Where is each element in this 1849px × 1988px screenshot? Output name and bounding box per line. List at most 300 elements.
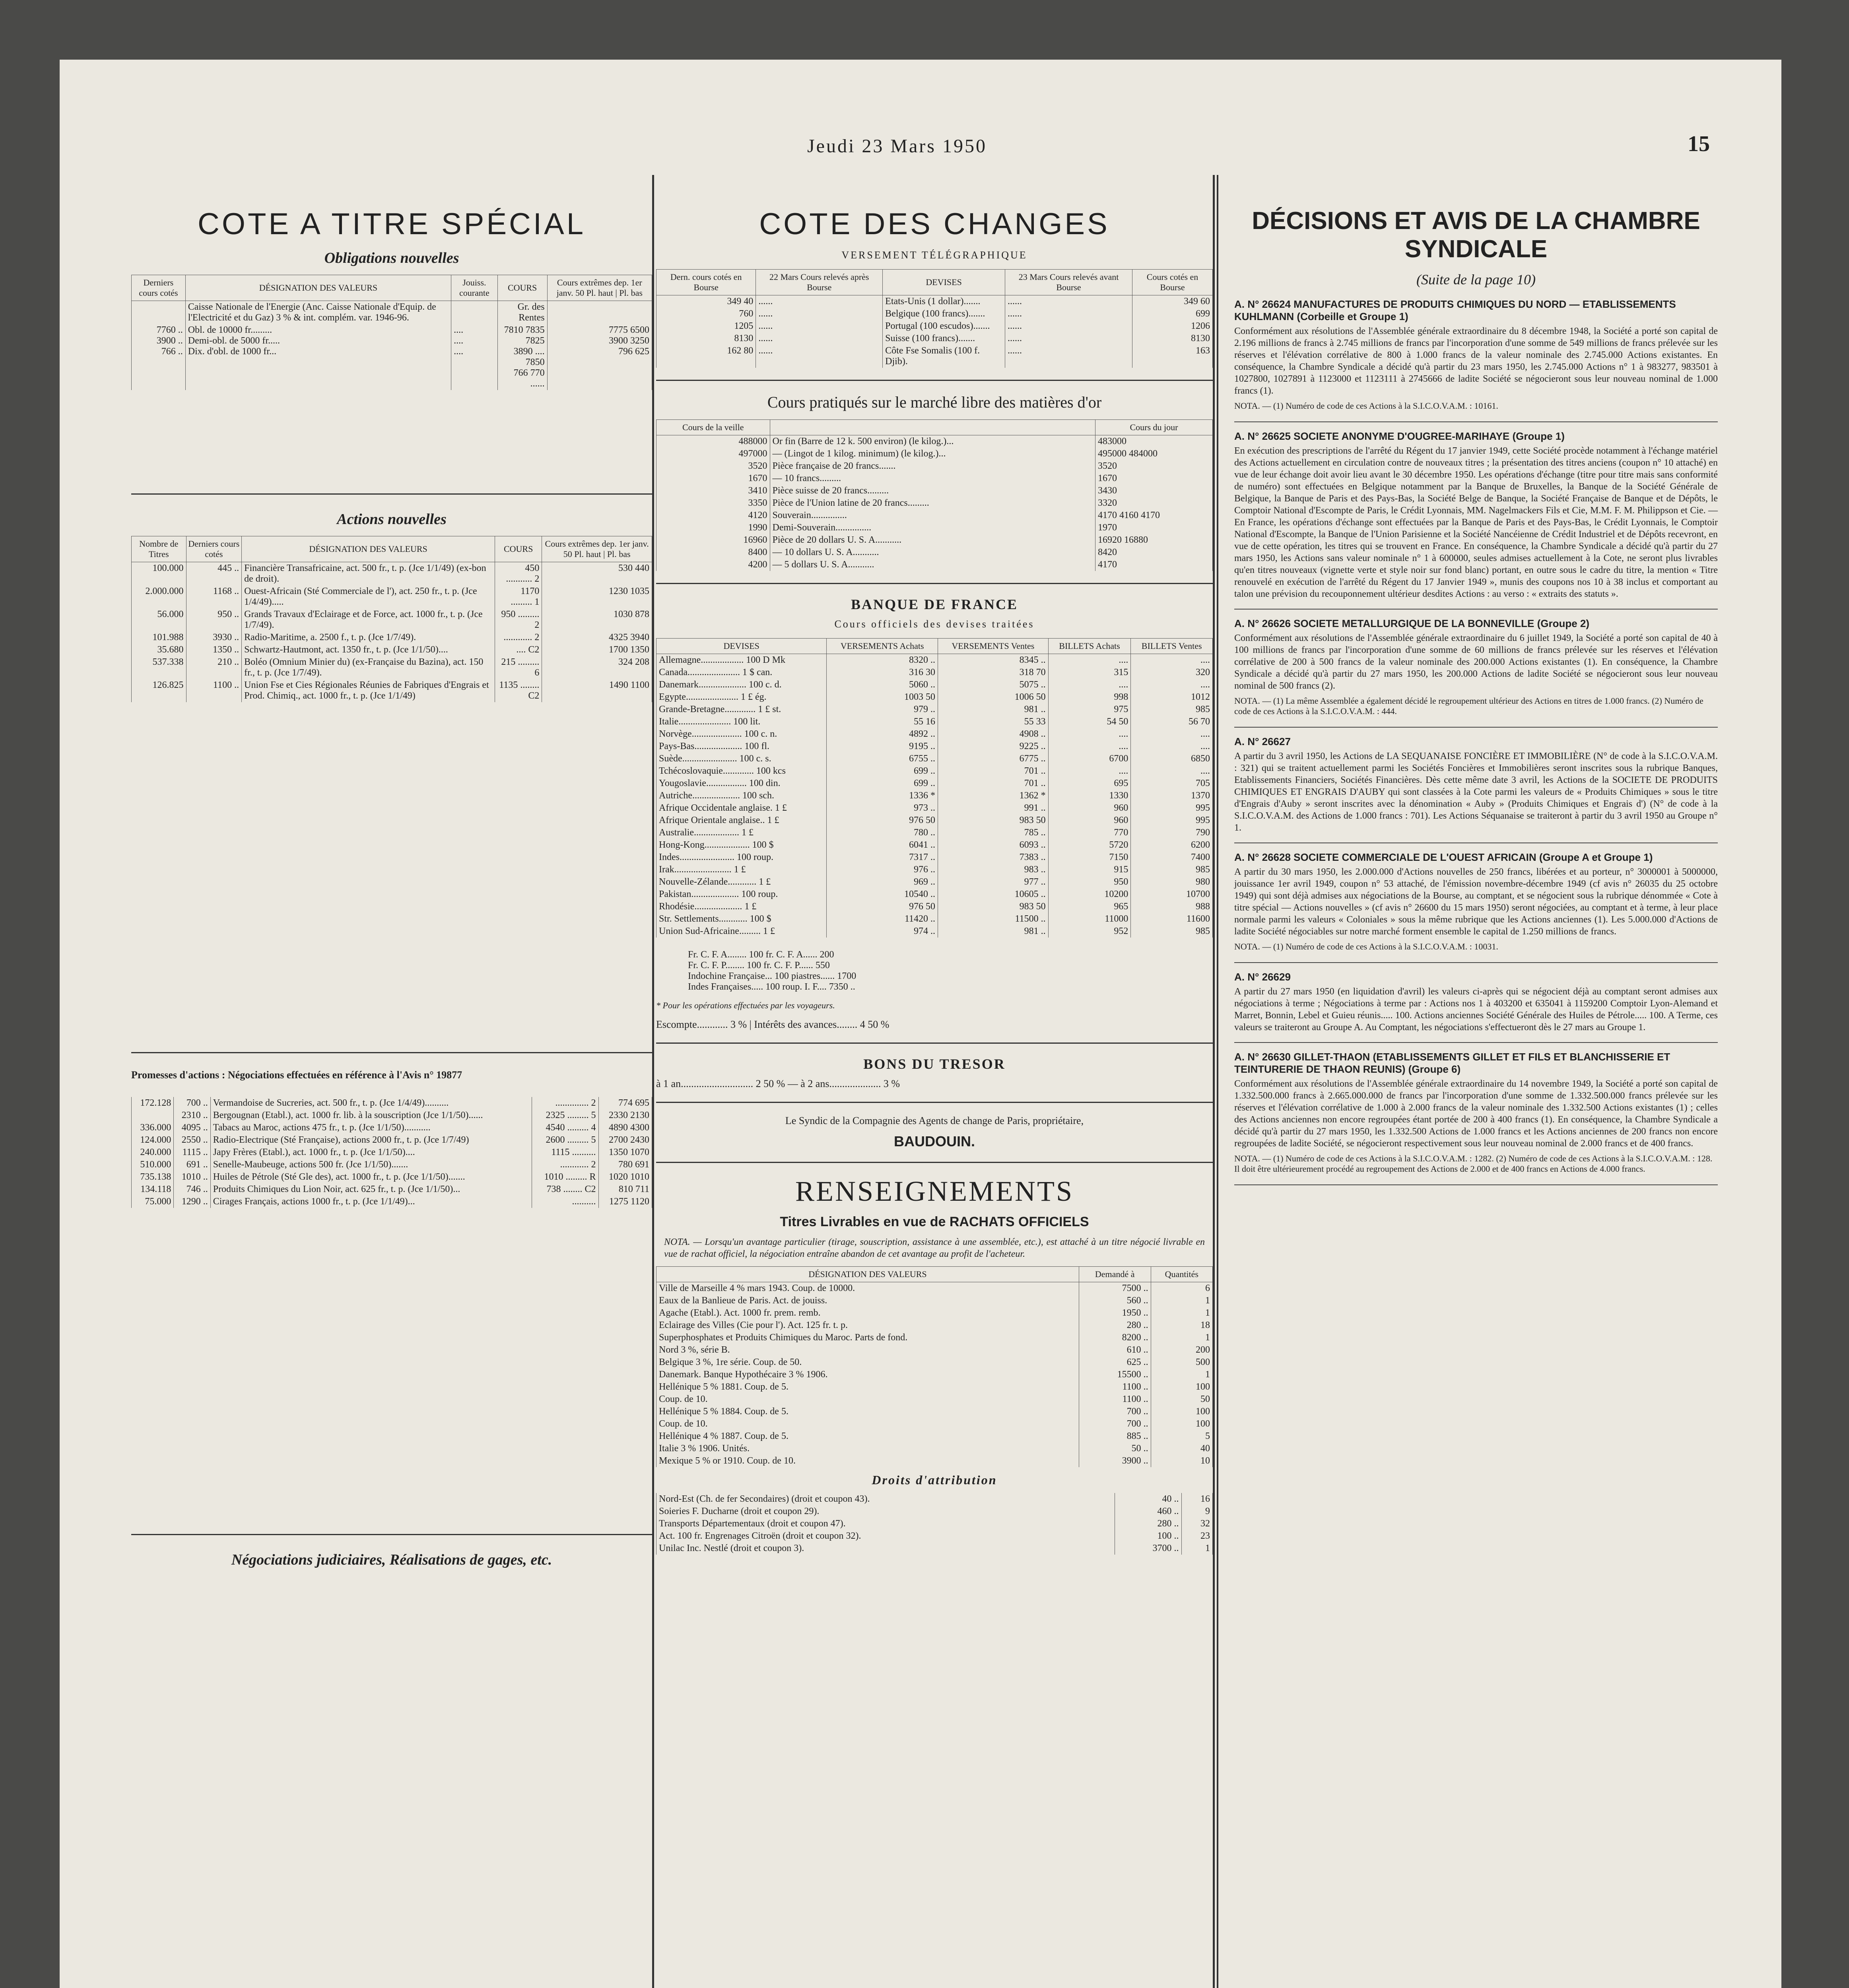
table-cell: Nord 3 %, série B. (656, 1344, 1079, 1356)
table-cell: 985 (1131, 864, 1213, 876)
table-cell: 8130 (1132, 332, 1213, 345)
table-row (656, 509, 1213, 522)
table-cell: Unilac Inc. Nestlé (droit et coupon 3). (656, 1542, 1115, 1555)
table-cell: 8200 .. (1079, 1332, 1151, 1344)
table-cell: 1205 (656, 320, 756, 332)
table-cell: Coup. de 10. (656, 1393, 1079, 1406)
table-cell: Portugal (100 escudos)....... (883, 320, 1005, 332)
table-cell: Or fin (Barre de 12 k. 500 environ) (le kilog.)... (770, 435, 1095, 448)
table-cell: 1950 .. (1079, 1307, 1151, 1319)
table-cell: 981 .. (938, 703, 1049, 716)
table-cell: 4170 (1095, 559, 1212, 571)
table-cell: Produits Chimiques du Lion Noir, act. 625 fr., t. p. (Jce 1/1/50)... (210, 1183, 532, 1196)
actions-table (131, 536, 652, 702)
avis-text: A partir du 27 mars 1950 (en liquidation d'avril) les valeurs ci-après qui se négocient déjà au comptant seront admises aux négociations à terme ; Négociations à terme par : Actions nos 1 à 403200 et 635041 à 1159200 Comptoir Lyon-Alemand et Marret, Bonnin, Lebel et Guieu réunis..... 100. Actions anciennes Société Générale des Huiles de Pétrole..... 100. A Terme, ces valeurs se traiteront au Groupe A. Au Comptant, les négociations s'effectueront dès le 27 mars au Groupe 1. (1234, 986, 1718, 1033)
table-cell: 705 (1131, 777, 1213, 790)
table-row (132, 562, 652, 586)
table-cell: 488000 (656, 435, 770, 448)
table-row (132, 1171, 652, 1183)
renseignements-subtitle: Titres Livrables en vue de RACHATS OFFICIELS (780, 1214, 1089, 1229)
table-row (656, 1493, 1213, 1505)
table-row (656, 827, 1213, 839)
table-cell: Str. Settlements............ 100 $ (656, 913, 827, 925)
table-row (656, 876, 1213, 888)
table-cell: 100.000 (132, 562, 186, 586)
table-cell: .... (1048, 654, 1131, 667)
table-cell: 1003 50 (827, 691, 938, 703)
table-row (132, 656, 652, 679)
table-cell: Australie................... 1 £ (656, 827, 827, 839)
avis-note: NOTA. — (1) Numéro de code de ces Actions à la S.I.C.O.V.A.M. : 1282. (2) Numéro de code de ces Actions à la S.I.C.O.V.A.M. : 128. Il doit être ultérieurement procédé au regroupement des Actions de 2.000 et de 400 francs en Actions de 4.000 francs. (1234, 1153, 1713, 1174)
newspaper-page (60, 60, 1781, 1988)
table-row (656, 1393, 1213, 1406)
column-header: Cours extrêmes dep. 1er janv. 50 Pl. haut | Pl. bas (547, 275, 652, 301)
table-cell: 4325 3940 (542, 631, 652, 644)
table-cell: 100 (1151, 1381, 1212, 1393)
table-cell: Vermandoise de Sucreries, act. 500 fr., t. p. (Jce 1/4/49).......... (210, 1097, 532, 1109)
bons-title: BONS DU TRESOR (863, 1056, 1006, 1072)
table-cell: 950 (1048, 876, 1131, 888)
table-cell: 55 33 (938, 716, 1049, 728)
table-cell: 16 (1181, 1493, 1213, 1505)
table-row (132, 1159, 652, 1171)
table-cell: 16920 16880 (1095, 534, 1212, 546)
table-cell: 1275 1120 (598, 1196, 652, 1208)
table-row (656, 1344, 1213, 1356)
table-cell: 1 (1151, 1369, 1212, 1381)
table-cell: ...... (756, 320, 883, 332)
table-cell: 7760 .. 3900 .. 766 .. (132, 324, 186, 390)
table-row (656, 1356, 1213, 1369)
table-row (656, 654, 1213, 667)
table-cell: Pièce française de 20 francs....... (770, 460, 1095, 472)
table-cell: Pakistan.................... 100 roup. (656, 888, 827, 901)
column-header: COURS (495, 536, 542, 562)
table-cell: Belgique (100 francs)....... (883, 308, 1005, 320)
table-cell: 700 .. (1079, 1418, 1151, 1430)
table-cell: Canada...................... 1 $ can. (656, 666, 827, 679)
divider (656, 380, 1213, 381)
divider (131, 1052, 652, 1053)
table-cell: 162 80 (656, 345, 756, 368)
column-header: Cours cotés en Bourse (1132, 270, 1213, 295)
table-cell: 7383 .. (938, 851, 1049, 864)
table-cell: 3410 (656, 485, 770, 497)
table-cell: 450 ........... 2 (495, 562, 542, 586)
table-cell: 1206 (1132, 320, 1213, 332)
table-row (656, 472, 1213, 485)
table-cell: 6700 (1048, 753, 1131, 765)
table-cell: 3520 (656, 460, 770, 472)
table-cell: 960 (1048, 802, 1131, 814)
table-cell: Rhodésie.................... 1 £ (656, 901, 827, 913)
table-cell: 991 .. (938, 802, 1049, 814)
table-cell: Hellénique 4 % 1887. Coup. de 5. (656, 1430, 1079, 1442)
table-row (132, 585, 652, 608)
column-decisions (1217, 175, 1718, 1988)
or-title: Cours pratiqués sur le marché libre des matières d'or (767, 393, 1102, 411)
table-cell: 320 (1131, 666, 1213, 679)
table-cell: 3320 (1095, 497, 1212, 509)
divider (656, 1043, 1213, 1044)
table-row (656, 485, 1213, 497)
table-cell: 700 .. (1079, 1406, 1151, 1418)
table-cell: 760 (656, 308, 756, 320)
table-cell: Union Sud-Africaine......... 1 £ (656, 925, 827, 938)
table-cell: Transports Départementaux (droit et coupon 47). (656, 1518, 1115, 1530)
table-cell: 10700 (1131, 888, 1213, 901)
negociations-footer: Négociations judiciaires, Réalisations de gages, etc. (231, 1551, 552, 1568)
table-cell: 4170 4160 4170 (1095, 509, 1212, 522)
table-cell: 915 (1048, 864, 1131, 876)
table-header-row (656, 1267, 1213, 1282)
table-cell: 316 30 (827, 666, 938, 679)
column-header: DÉSIGNATION DES VALEURS (656, 1267, 1079, 1282)
table-cell: Japy Frères (Etabl.), act. 1000 fr., t. p. (Jce 1/1/50).... (210, 1146, 532, 1159)
avis-item (1234, 298, 1718, 422)
table-cell: 8130 (656, 332, 756, 345)
table-row (132, 1196, 652, 1208)
table-row (656, 888, 1213, 901)
table-cell: 4200 (656, 559, 770, 571)
page-date: Jeudi 23 Mars 1950 (807, 136, 987, 157)
obligations-heading: Obligations nouvelles (324, 250, 459, 266)
table-cell: Senelle-Maubeuge, actions 500 fr. (Jce 1/1/50)....... (210, 1159, 532, 1171)
table-cell: 976 .. (827, 864, 938, 876)
avis-note: NOTA. — (1) Numéro de code de ces Actions à la S.I.C.O.V.A.M. : 10031. (1234, 942, 1498, 951)
table-cell: Cirages Français, actions 1000 fr., t. p. (Jce 1/1/49)... (210, 1196, 532, 1208)
table-cell: 4540 ......... 4 (532, 1122, 598, 1134)
table-cell: 445 .. (186, 562, 242, 586)
table-row (656, 448, 1213, 460)
table-cell: 324 208 (542, 656, 652, 679)
avis-list (1234, 298, 1718, 1185)
avis-header: A. N° 26624 MANUFACTURES DE PRODUITS CHIMIQUES DU NORD — ETABLISSEMENTS KUHLMANN (Corbeille et Groupe 1) (1234, 298, 1676, 322)
table-row (656, 753, 1213, 765)
table-cell: Indes....................... 100 roup. (656, 851, 827, 864)
table-row (656, 691, 1213, 703)
table-cell: 6041 .. (827, 839, 938, 851)
changes-subtitle: VERSEMENT TÉLÉGRAPHIQUE (841, 249, 1027, 261)
table-cell: 2550 .. (174, 1134, 210, 1146)
table-cell: 6 (1151, 1282, 1212, 1295)
cfa-line: Indochine Française... 100 piastres...... 1700 (688, 971, 857, 981)
table-cell: 983 50 (938, 901, 1049, 913)
table-cell: .... (1131, 728, 1213, 740)
cfa-line: Indes Françaises..... 100 roup. I. F.... 7350 .. (688, 982, 855, 992)
table-cell: Grands Travaux d'Eclairage et de Force, act. 1000 fr., t. p. (Jce 1/7/49). (242, 608, 495, 631)
avis-text: Conformément aux résolutions de l'Assemblée générale extraordinaire du 14 novembre 1949, la Société a porté son capital de 1.332.500.000 francs à 2.665.000.000 de francs par l'incorporation d'une somme de 1.332.500.000 francs prélevée sur les réserves et l'élévation corrélative de 1.000 à 2.000 francs de la valeur nominale des 1.332.500 Actions existantes (1) ; celles des Actions anciennes non encore regroupées étant portée de 200 à 400 francs (1). En conséquence, la Chambre Syndicale a décidé qu'à partir du 27 mars 1950, les 1.332.500 Actions de 1.000 francs et les Actions anciennes de 200 francs non encore regroupées de ladite Société, se négocieront respectivement sous leur nouveau nominal de 2.000 francs et de 400 francs. (1234, 1079, 1718, 1149)
cfa-line: Fr. C. F. A........ 100 fr. C. F. A...... 200 (688, 949, 834, 960)
table-cell: ...... (756, 345, 883, 368)
table-cell: 1700 1350 (542, 644, 652, 656)
table-cell: 500 (1151, 1356, 1212, 1369)
decisions-title: DÉCISIONS ET AVIS DE LA CHAMBRE SYNDICALE (1252, 207, 1700, 263)
avis-note: NOTA. — (1) Numéro de code de ces Actions à la S.I.C.O.V.A.M. : 10161. (1234, 401, 1498, 411)
avis-header: A. N° 26626 SOCIETE METALLURGIQUE DE LA BONNEVILLE (Groupe 2) (1234, 617, 1590, 629)
table-row (132, 1183, 652, 1196)
divider (656, 1102, 1213, 1103)
column-header: 22 Mars Cours relevés après Bourse (756, 270, 883, 295)
table-cell: ...... (756, 308, 883, 320)
table-cell: 985 (1131, 925, 1213, 938)
table-cell: Nouvelle-Zélande............ 1 £ (656, 876, 827, 888)
table-cell: 23 (1181, 1530, 1213, 1542)
table-cell: Tchécoslovaquie............. 100 kcs (656, 765, 827, 777)
table-cell: Boléo (Omnium Minier du) (ex-Française du Bazina), act. 150 fr., t. p. (Jce 1/7/49). (242, 656, 495, 679)
table-cell: 1670 (656, 472, 770, 485)
table-cell: 699 .. (827, 777, 938, 790)
table-cell: .... (1131, 740, 1213, 753)
table-cell: 7150 (1048, 851, 1131, 864)
changes-table (656, 269, 1213, 368)
droits-title: Droits d'attribution (872, 1473, 997, 1487)
table-cell: 100 (1151, 1418, 1212, 1430)
avis-header: A. N° 26630 GILLET-THAON (ETABLISSEMENTS GILLET ET FILS ET BLANCHISSERIE ET TEINTURERIE DE THAON REUNIS) (Groupe 6) (1234, 1051, 1670, 1075)
table-cell: 2330 2130 (598, 1109, 652, 1122)
column-header: Cours extrêmes dep. 1er janv. 50 Pl. haut | Pl. bas (542, 536, 652, 562)
table-cell: 10 (1151, 1455, 1212, 1467)
table-cell: 790 (1131, 827, 1213, 839)
table-cell: 1490 1100 (542, 679, 652, 702)
table-cell: 1100 .. (186, 679, 242, 702)
table-cell: 1170 ......... 1 (495, 585, 542, 608)
avis-text: A partir du 3 avril 1950, les Actions de LA SEQUANAISE FONCIÈRE ET IMMOBILIÈRE (N° de code à la S.I.C.O.V.A.M. : 321) qui se traitent actuellement parmi les Sociétés Foncières et Immobilières seront inscrites sous la rubrique Banques, Etablissements Financiers, Sociétés Financières. Dès cette même date 3 avril, les Actions de la SOCIETE DE PRODUITS CHIMIQUES ET ENGRAIS D'AUBY qui sont classées à la Cote parmi les valeurs de « Produits Chimiques » sous le titre d'Engrais d'Auby » seront inscrites avec la dénomination « Auby » (Produits Chimiques et Engrais d') (N° de code à la S.I.C.O.V.A.M. des Actions de 1.000 francs : 701). Les Actions Séquanaise se traiteront à partir du 3 avril 1950 au Groupe n° 1. (1234, 751, 1718, 833)
column-header: Nombre de Titres (132, 536, 186, 562)
table-cell: 11420 .. (827, 913, 938, 925)
table-cell: 40 (1151, 1442, 1212, 1455)
table-cell: 998 (1048, 691, 1131, 703)
table-cell: Ouest-Africain (Sté Commerciale de l'), act. 250 fr., t. p. (Jce 1/4/49)..... (242, 585, 495, 608)
table-cell: 785 .. (938, 827, 1049, 839)
table-row (656, 703, 1213, 716)
table-cell: 969 .. (827, 876, 938, 888)
table-cell: 1970 (1095, 522, 1212, 534)
column-header: DEVISES (656, 639, 827, 654)
table-cell: 10605 .. (938, 888, 1049, 901)
table-row (656, 345, 1213, 368)
avis-note: NOTA. — (1) La même Assemblée a également décidé le regroupement ultérieur des Actions en titres de 1.000 francs. (2) Numéro de code de ces Actions à la S.I.C.O.V.A.M. : 444. (1234, 696, 1703, 716)
table-cell: 985 (1131, 703, 1213, 716)
table-cell: Souverain............... (770, 509, 1095, 522)
table-cell: 8320 .. (827, 654, 938, 667)
table-row (656, 332, 1213, 345)
table-cell: 315 (1048, 666, 1131, 679)
table-cell: Soieries F. Ducharne (droit et coupon 29). (656, 1505, 1115, 1518)
table-row (656, 765, 1213, 777)
table-cell: 976 50 (827, 814, 938, 827)
table-cell: ...... (1005, 345, 1132, 368)
column-header: BILLETS Ventes (1131, 639, 1213, 654)
table-cell: .... C2 (495, 644, 542, 656)
table-cell: 56.000 (132, 608, 186, 631)
table-cell: 975 (1048, 703, 1131, 716)
table-cell (451, 301, 498, 324)
table-cell: 746 .. (174, 1183, 210, 1196)
table-cell: 1010 .. (174, 1171, 210, 1183)
table-cell: Act. 100 fr. Engrenages Citroën (droit et coupon 32). (656, 1530, 1115, 1542)
table-cell: 100 (1151, 1406, 1212, 1418)
table-row (656, 534, 1213, 546)
table-row (132, 644, 652, 656)
table-cell: 5 (1151, 1430, 1212, 1442)
table-cell: 15500 .. (1079, 1369, 1151, 1381)
table-cell: 610 .. (1079, 1344, 1151, 1356)
table-cell: 960 (1048, 814, 1131, 827)
table-cell: Coup. de 10. (656, 1418, 1079, 1430)
table-cell: 1100 .. (1079, 1381, 1151, 1393)
table-row (656, 1307, 1213, 1319)
table-cell: 5060 .. (827, 679, 938, 691)
table-cell: 9225 .. (938, 740, 1049, 753)
table-cell: .... (1048, 740, 1131, 753)
table-cell: ...... (1005, 308, 1132, 320)
table-row (656, 1381, 1213, 1393)
table-cell: .... (1131, 679, 1213, 691)
table-cell: 735.138 (132, 1171, 174, 1183)
table-cell (547, 301, 652, 324)
table-cell: .... (1131, 654, 1213, 667)
table-cell: 2.000.000 (132, 585, 186, 608)
avis-text: A partir du 30 mars 1950, les 2.000.000 d'Actions nouvelles de 250 francs, libérées et au porteur, n° 3000001 à 5000000, jouissance 1er avril 1949, coupon n° 53 attaché, de l'émission novembre-décembre 1949 (cf avis n° 26035 du 25 octobre 1949) qui sont déjà admises aux négociations de la Bourse, au comptant, et se négocient sous la rubrique dénommée « Cote à titre spécial — Actions nouvelles » (cf avis n° 26600 du 15 mars 1950) seront négociées, au comptant et à terme, à leur place normale parmi les valeurs « Coloniales » sous la même rubrique que les Actions anciennes (1). Les 5.000.000 d'Actions de ladite Société négociables sur notre marché forment ensemble le capital de 1.250 millions de francs. (1234, 867, 1718, 937)
table-cell: 6775 .. (938, 753, 1049, 765)
cfa-list (688, 949, 1213, 992)
table-cell: .... (1131, 765, 1213, 777)
table-cell: 885 .. (1079, 1430, 1151, 1442)
table-row (132, 301, 652, 324)
table-row (656, 1332, 1213, 1344)
avis-text: Conformément aux résolutions de l'Assemblée générale extraordinaire du 8 décembre 1948, la Société a porté son capital de 2.196 millions de francs à 2.745 millions de francs par l'incorporation d'une somme de 549 millions de francs prélevée sur les réserves et l'élévation corrélative de 800 à 1.000 francs de la valeur nominale des 2.745.000 Actions existantes. En conséquence, la Chambre Syndicale a décidé qu'à partir du 23 mars 1950, les 2.745.000 Actions n° 1 à 983277, 983501 à 1027800, 1027891 à 1123000 et 1123111 à 2745666 de ladite Société se négocieront sous leur nouveau nominal de 1.000 francs (1). (1234, 326, 1718, 396)
avis-item (1234, 1051, 1718, 1185)
renseignements-table (656, 1266, 1213, 1467)
table-cell: Financière Transafricaine, act. 500 fr., t. p. (Jce 1/1/49) (ex-bon de droit). (242, 562, 495, 586)
table-cell: 54 50 (1048, 716, 1131, 728)
table-cell: — 10 francs......... (770, 472, 1095, 485)
table-row (656, 1430, 1213, 1442)
column-cote-des-changes (656, 175, 1215, 1988)
table-cell: 1020 1010 (598, 1171, 652, 1183)
table-cell (132, 301, 186, 324)
table-cell: 774 695 (598, 1097, 652, 1109)
table-cell: ...... (756, 332, 883, 345)
table-cell: 75.000 (132, 1196, 174, 1208)
table-cell: .... (1048, 765, 1131, 777)
table-cell: Huiles de Pétrole (Sté Gle des), act. 1000 fr., t. p. (Jce 1/1/50)....... (210, 1171, 532, 1183)
table-cell: 3900 .. (1079, 1455, 1151, 1467)
table-cell: 625 .. (1079, 1356, 1151, 1369)
table-cell: 537.338 (132, 656, 186, 679)
table-row (656, 460, 1213, 472)
table-cell: 973 .. (827, 802, 938, 814)
table-cell: 1350 1070 (598, 1146, 652, 1159)
table-cell: 510.000 (132, 1159, 174, 1171)
table-cell: 101.988 (132, 631, 186, 644)
table-row (656, 925, 1213, 938)
cfa-line: Fr. C. F. P........ 100 fr. C. F. P...... 550 (688, 960, 830, 971)
table-cell: 497000 (656, 448, 770, 460)
table-cell: 18 (1151, 1319, 1212, 1332)
avis-item (1234, 851, 1718, 963)
table-cell: 981 .. (938, 925, 1049, 938)
column-header: DÉSIGNATION DES VALEURS (185, 275, 451, 301)
table-cell: .............. 2 (532, 1097, 598, 1109)
table-cell: Norvège..................... 100 c. n. (656, 728, 827, 740)
table-cell: 55 16 (827, 716, 938, 728)
table-cell: 483000 (1095, 435, 1212, 448)
table-cell: 1336 * (827, 790, 938, 802)
avis-item (1234, 430, 1718, 610)
table-cell: 1168 .. (186, 585, 242, 608)
table-cell: 5075 .. (938, 679, 1049, 691)
table-row (132, 1109, 652, 1122)
table-cell: ...... (1005, 332, 1132, 345)
table-cell: Radio-Electrique (Sté Française), actions 2000 fr., t. p. (Jce 1/7/49) (210, 1134, 532, 1146)
table-cell: 965 (1048, 901, 1131, 913)
table-cell: Bergougnan (Etabl.), act. 1000 fr. lib. à la souscription (Jce 1/1/50)...... (210, 1109, 532, 1122)
table-row (132, 324, 652, 390)
table-cell: 770 (1048, 827, 1131, 839)
table-cell: 8420 (1095, 546, 1212, 559)
table-row (656, 777, 1213, 790)
table-cell: ...... (1005, 295, 1132, 308)
avis-header: A. N° 26629 (1234, 971, 1291, 983)
column-header: BILLETS Achats (1048, 639, 1131, 654)
table-cell: 9 (1181, 1505, 1213, 1518)
table-cell: Ville de Marseille 4 % mars 1943. Coup. de 10000. (656, 1282, 1079, 1295)
table-cell: 50 .. (1079, 1442, 1151, 1455)
table-cell: 2325 ......... 5 (532, 1109, 598, 1122)
table-cell: Agache (Etabl.). Act. 1000 fr. prem. remb. (656, 1307, 1079, 1319)
column-header: Jouiss. courante (451, 275, 498, 301)
table-cell: 11500 .. (938, 913, 1049, 925)
table-cell: 1 (1151, 1295, 1212, 1307)
table-cell: 1115 .......... (532, 1146, 598, 1159)
table-header-row (656, 639, 1213, 654)
table-cell: 349 40 (656, 295, 756, 308)
table-cell: Afrique Orientale anglaise.. 1 £ (656, 814, 827, 827)
table-cell: 210 .. (186, 656, 242, 679)
table-cell: 35.680 (132, 644, 186, 656)
voyageurs-footnote: * Pour les opérations effectuées par les voyageurs. (656, 1000, 835, 1010)
avis-header: A. N° 26627 (1234, 736, 1291, 747)
table-row (656, 559, 1213, 571)
table-cell: — (Lingot de 1 kilog. minimum) (le kilog.)... (770, 448, 1095, 460)
table-cell: 8400 (656, 546, 770, 559)
table-cell: 5720 (1048, 839, 1131, 851)
actions-heading: Actions nouvelles (337, 511, 447, 528)
bons-line: à 1 an............................ 2 50 % — à 2 ans.................... 3 % (656, 1078, 900, 1089)
table-cell: 950 ......... 2 (495, 608, 542, 631)
escompte-line: Escompte............ 3 % | Intérêts des avances........ 4 50 % (656, 1019, 890, 1030)
table-cell: 1135 ........ C2 (495, 679, 542, 702)
table-row (656, 666, 1213, 679)
table-cell: 530 440 (542, 562, 652, 586)
table-cell: 495000 484000 (1095, 448, 1212, 460)
table-cell: 695 (1048, 777, 1131, 790)
table-cell: 2600 ......... 5 (532, 1134, 598, 1146)
table-row (132, 1134, 652, 1146)
column-header: COURS (497, 275, 547, 301)
table-cell: Mexique 5 % or 1910. Coup. de 10. (656, 1455, 1079, 1467)
avis-text: Conformément aux résolutions de l'Assemblée générale extraordinaire du 6 juillet 1949, la Société a porté son capital de 40 à 100 millions de francs par l'incorporation d'une somme de 60 millions de francs prélevée sur les réserves et l'élévation corrélative de 200 à 500 francs de la valeur nominale des 200.000 Actions existantes (1). En conséquence, la Chambre Syndicale a décidé qu'à partir du 27 mars 1950, les 200.000 Actions de ladite Société se négocieront sous leur nouveau nominal de 500 francs (2). (1234, 633, 1718, 691)
table-cell: 1 (1151, 1332, 1212, 1344)
table-row (656, 1455, 1213, 1467)
table-cell: Allemagne.................. 100 D Mk (656, 654, 827, 667)
column-header: DÉSIGNATION DES VALEURS (242, 536, 495, 562)
table-cell: 952 (1048, 925, 1131, 938)
column-header: Derniers cours cotés (186, 536, 242, 562)
table-cell: 2700 2430 (598, 1134, 652, 1146)
